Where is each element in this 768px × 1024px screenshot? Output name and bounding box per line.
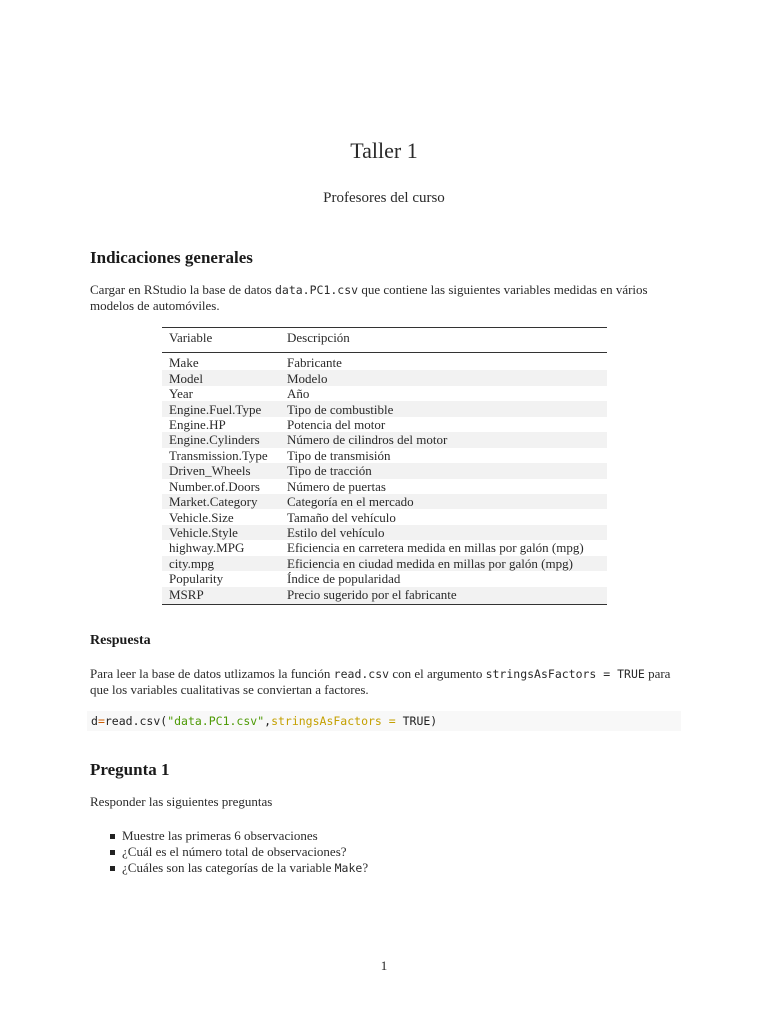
table-row: [162, 417, 607, 432]
code-token-func: read.csv(: [104, 714, 168, 728]
table-body: [162, 353, 607, 605]
table-row: [162, 463, 607, 478]
respuesta-code-readcsv: read.csv: [333, 667, 390, 681]
intro-filename-code: data.PC1.csv: [274, 283, 359, 297]
table-row: [162, 587, 607, 605]
respuesta-paragraph: [90, 666, 680, 698]
bullet-square-icon: [110, 866, 115, 871]
code-token-string: "data.PC1.csv": [167, 714, 265, 728]
table-cell-variable: Market.Category: [162, 494, 280, 509]
table-cell-descripcion: Eficiencia en carretera medida en millas por galón (mpg): [287, 540, 584, 556]
table-cell-variable: city.mpg: [162, 556, 280, 571]
table-cell-descripcion: Número de puertas: [287, 478, 386, 494]
table-cell-descripcion: Tipo de transmisión: [287, 447, 391, 463]
table-cell-variable: Engine.HP: [169, 416, 226, 432]
table-header-descripcion: Descripción: [280, 328, 607, 353]
question-item-text-after: ?: [362, 860, 369, 875]
section-heading-pregunta1: Pregunta 1: [90, 760, 170, 779]
table-header-variable: Variable: [162, 328, 280, 353]
intro-text-after: que contiene las siguientes variables medidas en vários modelos de automóviles.: [90, 282, 648, 313]
question-item: [90, 860, 368, 876]
table-cell-variable: highway.MPG: [169, 540, 245, 556]
r-code-block: [87, 711, 681, 731]
table-cell-variable: Vehicle.Style: [162, 525, 280, 540]
code-token-value: TRUE): [395, 714, 438, 728]
question-item-code-make: Make: [334, 861, 363, 875]
table-cell-descripcion: Tipo de tracción: [280, 463, 607, 478]
code-token-assign: =: [97, 714, 105, 728]
table-cell-descripcion: Precio sugerido por el fabricante: [280, 587, 607, 605]
table-row: [162, 571, 607, 586]
table-cell-variable: Transmission.Type: [169, 447, 268, 463]
table-header-row: [162, 328, 607, 353]
table-cell-descripcion: Eficiencia en ciudad medida en millas por galón (mpg): [280, 556, 607, 571]
question-item-text: ¿Cuál es el número total de observaciones?: [122, 844, 347, 859]
code-token-argument: stringsAsFactors =: [271, 714, 396, 728]
table-row: [162, 479, 607, 494]
table-cell-variable: Vehicle.Size: [169, 509, 234, 525]
pregunta1-intro: Responder las siguientes preguntas: [90, 794, 273, 809]
table-row: [162, 556, 607, 571]
table-cell-descripcion: Año: [287, 386, 310, 402]
table-row: [162, 370, 607, 385]
table-cell-variable: MSRP: [162, 587, 280, 605]
table-cell-descripcion: Fabricante: [287, 355, 342, 371]
section-heading-respuesta: Respuesta: [90, 633, 151, 648]
table-cell-variable: Engine.Cylinders: [162, 432, 280, 447]
table-row: [162, 494, 607, 509]
variables-table: [162, 327, 607, 605]
table-cell-variable: Engine.Fuel.Type: [162, 401, 280, 416]
table-row: [162, 432, 607, 447]
table-cell-variable: Number.of.Doors: [169, 478, 260, 494]
intro-paragraph: [90, 282, 680, 314]
document-title: Taller 1: [350, 138, 418, 163]
table-cell-variable: Driven_Wheels: [162, 463, 280, 478]
table-cell-descripcion: Potencia del motor: [287, 416, 386, 432]
question-item: [90, 828, 368, 844]
page-number: 1: [380, 958, 388, 973]
table-cell-descripcion: Categoría en el mercado: [280, 494, 607, 509]
table-cell-descripcion: Número de cilindros del motor: [280, 432, 607, 447]
table-cell-variable: Make: [169, 355, 199, 371]
table-row: [162, 525, 607, 540]
table-row: [162, 401, 607, 416]
intro-text-before: Cargar en RStudio la base de datos: [90, 282, 275, 297]
table-cell-descripcion: Estilo del vehículo: [280, 525, 607, 540]
table-row: [162, 386, 607, 401]
question-list: [90, 828, 368, 876]
table-cell-variable: Model: [162, 370, 280, 385]
table-cell-descripcion: Modelo: [280, 370, 607, 385]
bullet-square-icon: [110, 834, 115, 839]
section-heading-indicaciones: Indicaciones generales: [90, 248, 253, 267]
table-cell-descripcion: Tamaño del vehículo: [287, 509, 396, 525]
table-cell-variable: Year: [169, 386, 193, 402]
table-row: [162, 509, 607, 524]
question-item: [90, 844, 368, 860]
table-cell-descripcion: Índice de popularidad: [287, 571, 401, 587]
table-cell-variable: Popularity: [169, 571, 224, 587]
bullet-square-icon: [110, 850, 115, 855]
question-item-text-before: ¿Cuáles son las categorías de la variable: [122, 860, 335, 875]
table-row: [162, 353, 607, 371]
table-row: [162, 448, 607, 463]
question-item-text: Muestre las primeras 6 observaciones: [122, 828, 318, 843]
document-subtitle: Profesores del curso: [323, 190, 445, 206]
table-cell-descripcion: Tipo de combustible: [280, 401, 607, 416]
respuesta-text-mid: con el argumento: [389, 666, 486, 681]
respuesta-text-before: Para leer la base de datos utlizamos la función: [90, 666, 334, 681]
code-token-comma: ,: [264, 714, 272, 728]
table-row: [162, 540, 607, 555]
respuesta-text-after: para que los variables cualitativas se conviertan a factores.: [90, 666, 671, 697]
code-token-var: d: [91, 714, 98, 728]
respuesta-code-stringsasfactors: stringsAsFactors = TRUE: [485, 667, 645, 681]
